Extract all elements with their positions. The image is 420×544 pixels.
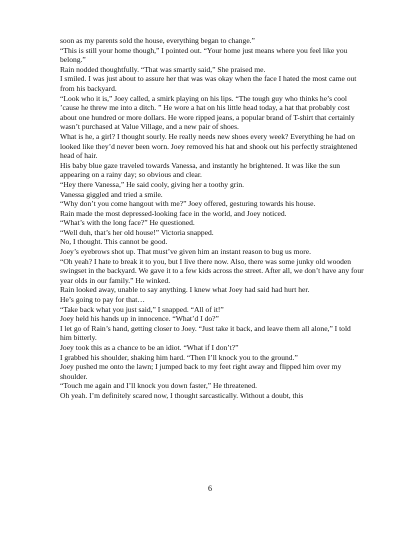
paragraph: “Touch me again and I’ll knock you down faster,” He threatened. — [60, 381, 257, 391]
paragraph: “Well duh, that’s her old house!” Victoria snapped. — [60, 227, 214, 237]
paragraph: What is he, a girl? I thought sourly. He really needs new shoes every week? Everything he had on looked like they’d never been worn. Joey removed his hat and shook out his perfectly straightened head of hair. — [60, 131, 358, 161]
paragraph: “This is still your home though,” I pointed out. “Your home just means where you feel like you belong.” — [60, 45, 348, 65]
paragraph: “Look who it is,” Joey called, a smirk playing on his lips. “The tough guy who thinks he’s cool ’cause he threw me into a ditch. ” He wore a hat on his little head today, a hat that probably cost about one hundred or more dollars. He wore ripped jeans, a popular brand of T-shirt that certainly wasn’t purchased at Value Village, and a new pair of shoes. — [60, 93, 355, 132]
paragraph: “Why don’t you come hangout with me?” Joey offered, gesturing towards his house. — [60, 199, 316, 209]
paragraph: Rain looked away, unable to say anything. I knew what Joey had said had hurt her. — [60, 285, 310, 295]
paragraph: “Take back what you just said,” I snapped. “All of it!” — [60, 304, 224, 314]
paragraph: Vanessa giggled and tried a smile. — [60, 189, 163, 199]
paragraph: I smiled. I was just about to assure her that was was okay when the face I hated the most came out from his backyard. — [60, 74, 357, 93]
paragraph: “What’s with the long face?” He questioned. — [60, 218, 195, 228]
paragraph: Rain nodded thoughtfully. “That was smartly said,” She praised me. — [60, 64, 266, 74]
paragraph: His baby blue gaze traveled towards Vanessa, and instantly he brightened. It was like the sun appearing on a rainy day; so obvious and clear. — [60, 160, 341, 180]
paragraph: I grabbed his shoulder, shaking him hard. “Then I’ll knock you to the ground.” — [60, 352, 298, 362]
paragraph: No, I thought. This cannot be good. — [60, 237, 168, 247]
paragraph: Joey’s eyebrows shot up. That must’ve given him an instant reason to bug us more. — [60, 247, 311, 257]
paragraph: soon as my parents sold the house, everything began to change.” — [60, 36, 255, 45]
paragraph: “Hey there Vanessa,” He said cooly, giving her a toothy grin. — [60, 179, 245, 189]
body-text — [60, 36, 364, 401]
paragraph: “Oh yeah? I hate to break it to you, but I live there now. Also, there was some junky old wooden swingset in the backyard. We gave it to a few kids across the street. After all, we don’t have any four year olds in our family.” He winked. — [60, 256, 364, 285]
paragraph: Joey pushed me onto the lawn; I jumped back to my feet right away and flipped him over my shoulder. — [60, 362, 342, 381]
paragraph: I let go of Rain’s hand, getting closer to Joey. “Just take it back, and leave them all alone,” I told him bitterly. — [60, 323, 351, 343]
paragraph: Oh yeah. I’m definitely scared now, I thought sarcastically. Without a doubt, this — [60, 390, 304, 400]
paragraph: Rain made the most depressed-looking face in the world, and Joey noticed. — [60, 208, 287, 218]
page-number: 6 — [208, 484, 212, 493]
paragraph: Joey took this as a chance to be an idiot. “What if I don’t?” — [60, 343, 239, 352]
paragraph: He’s going to pay for that… — [60, 295, 145, 305]
paragraph: Joey held his hands up in innocence. “What’d I do?” — [60, 314, 219, 324]
